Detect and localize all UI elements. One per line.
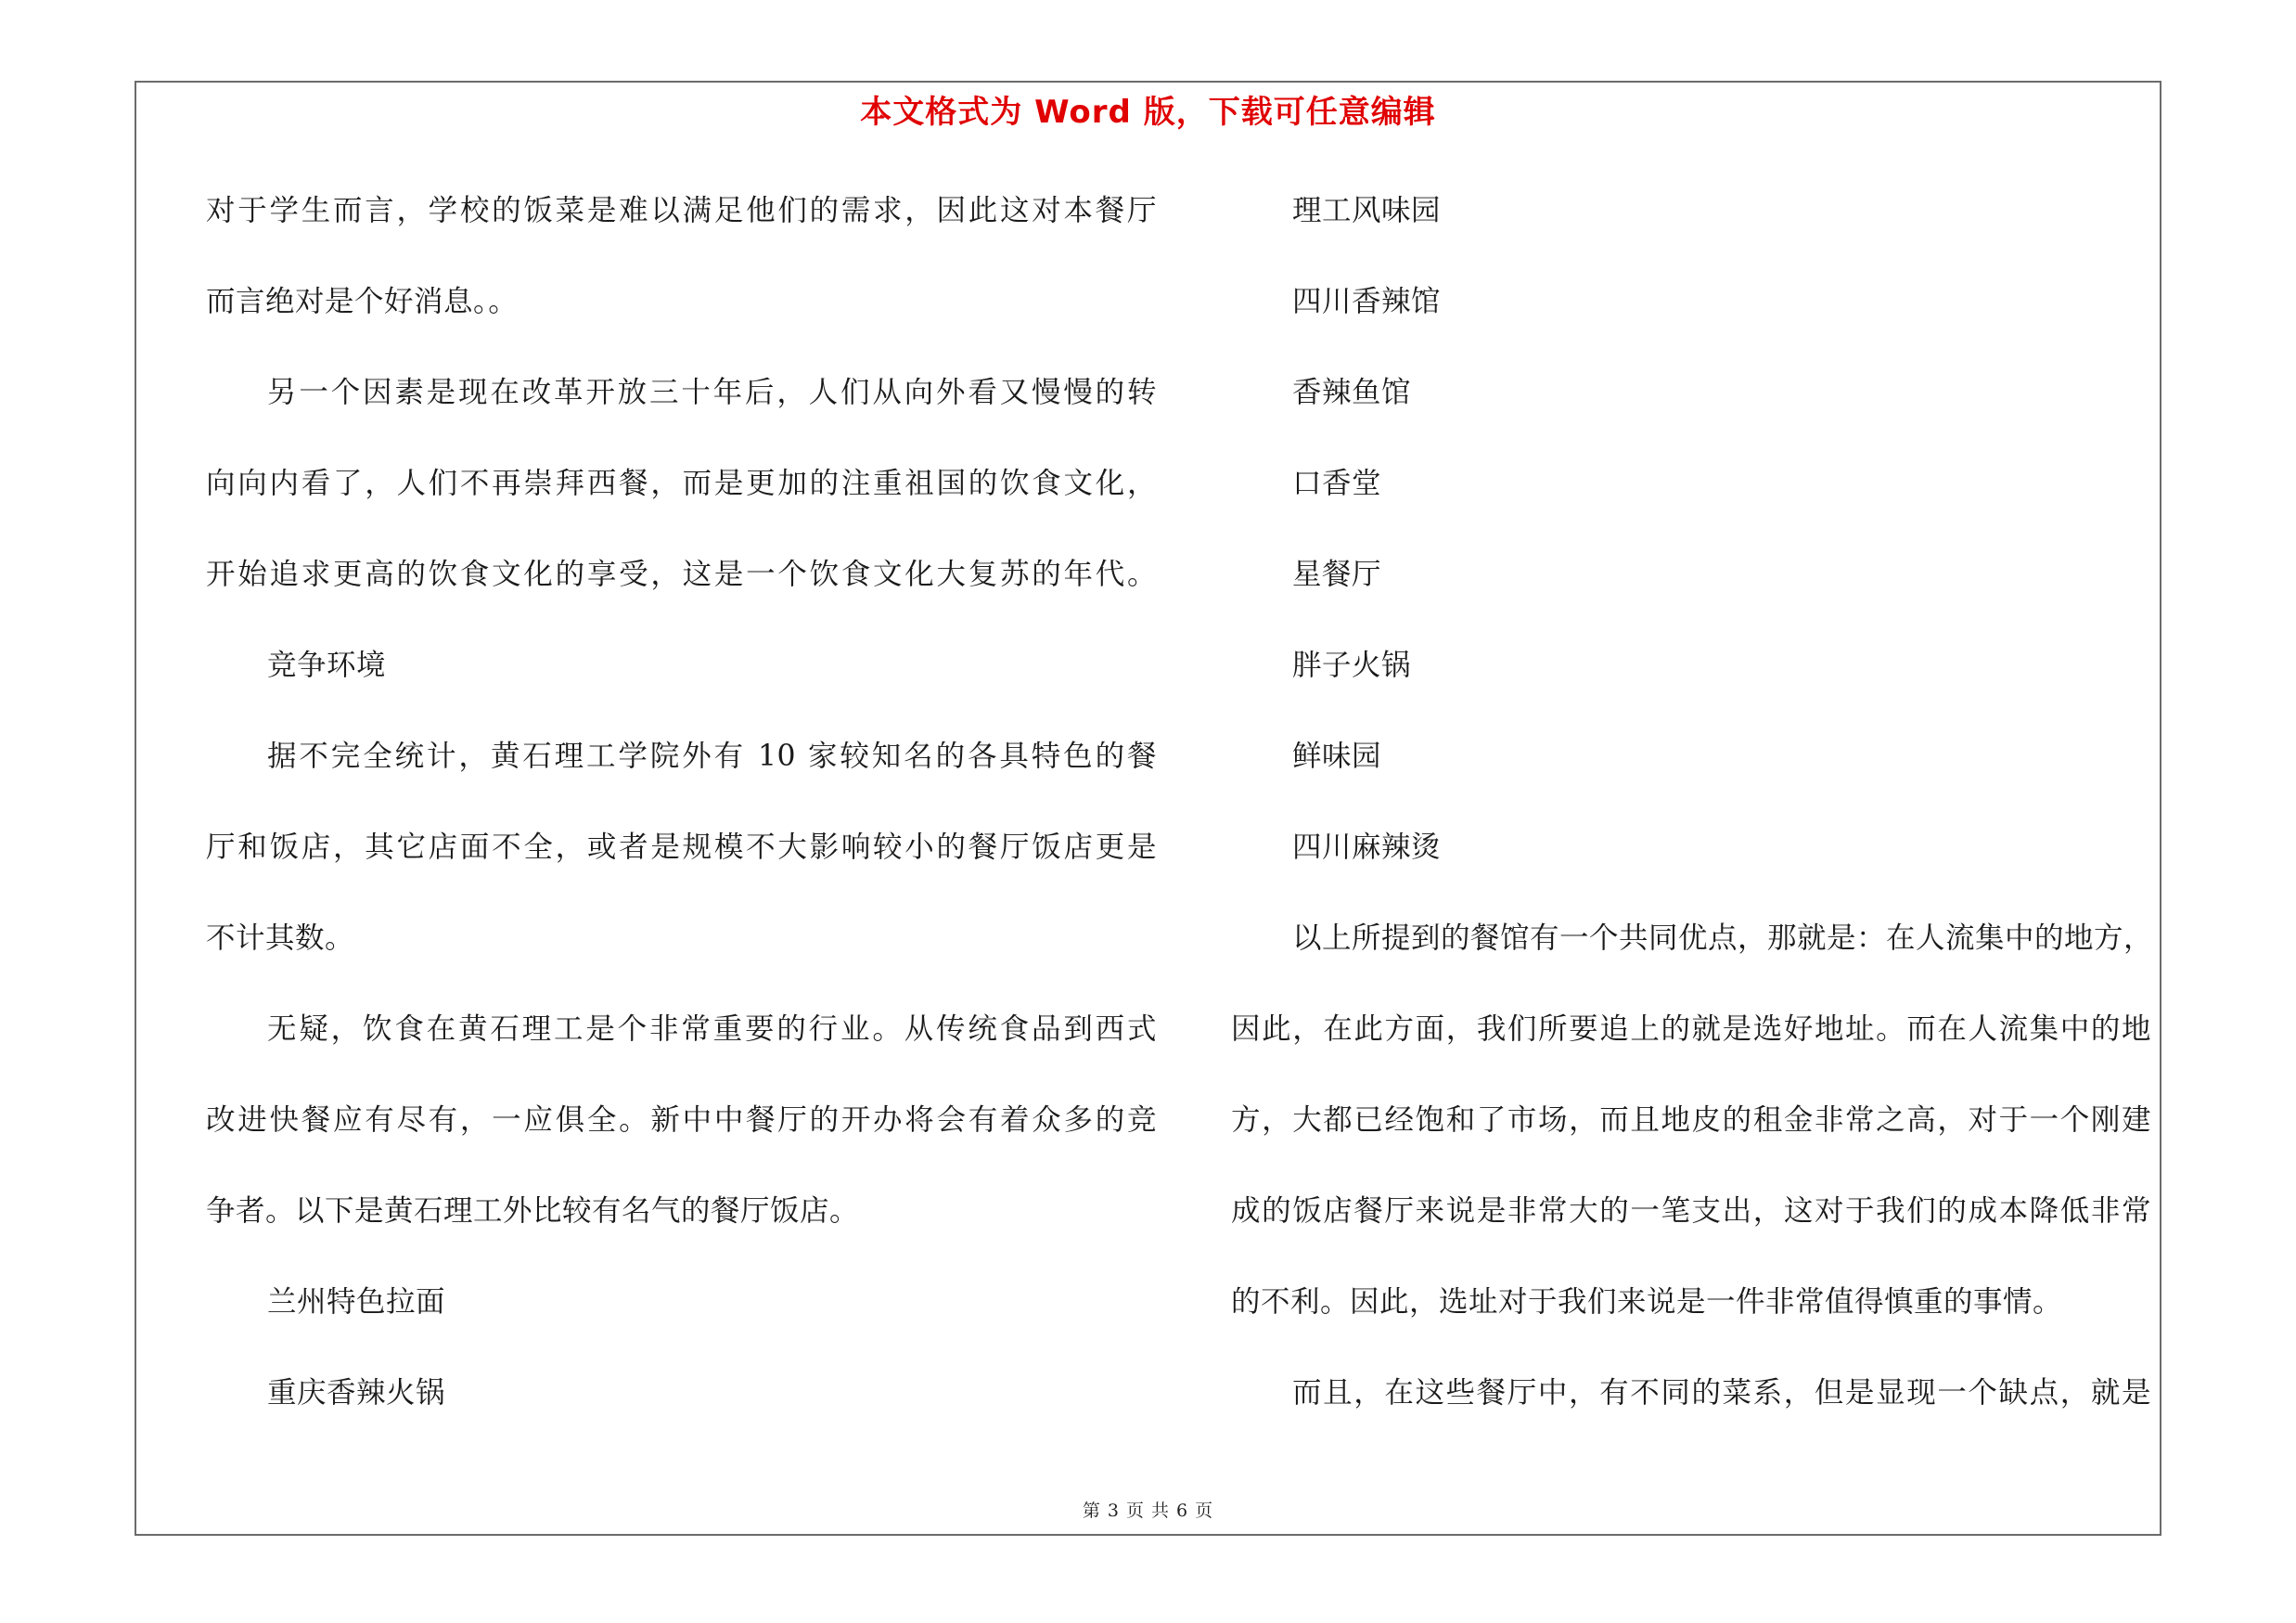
restaurant-list-item: 兰州特色拉面 (267, 1285, 446, 1319)
restaurant-list-item: 口香堂 (1292, 467, 1382, 500)
restaurant-list-item: 星餐厅 (1292, 558, 1382, 591)
body-line: 因此，在此方面，我们所要追上的就是选好地址。而在人流集中的地 (1231, 1012, 2151, 1046)
right-column (1231, 181, 2154, 1454)
body-line: 改进快餐应有尽有，一应俱全。新中中餐厅的开办将会有着众多的竞 (206, 1103, 1157, 1137)
restaurant-list-item: 重庆香辣火锅 (267, 1376, 446, 1410)
body-line: 而言绝对是个好消息。。 (206, 285, 519, 318)
body-line: 方，大都已经饱和了市场，而且地皮的租金非常之高，对于一个刚建 (1231, 1103, 2151, 1137)
paragraph-start-line: 无疑，饮食在黄石理工是个非常重要的行业。从传统食品到西式 (267, 1012, 1157, 1046)
paragraph-start-line: 据不完全统计，黄石理工学院外有 10 家较知名的各具特色的餐 (267, 740, 1157, 773)
body-line: 开始追求更高的饮食文化的享受，这是一个饮食文化大复苏的年代。 (206, 558, 1157, 591)
word-format-banner: 本文格式为 Word 版，下载可任意编辑 (860, 94, 1436, 131)
body-line: 的不利。因此，选址对于我们来说是一件非常值得慎重的事情。 (1231, 1285, 2063, 1319)
body-line: 向向内看了，人们不再崇拜西餐，而是更加的注重祖国的饮食文化， (206, 467, 1157, 500)
paragraph-start-line: 以上所提到的餐馆有一个共同优点，那就是：在人流集中的地方， (1292, 921, 2154, 955)
left-column (206, 181, 1157, 1454)
restaurant-list-item: 香辣鱼馆 (1292, 376, 1412, 409)
body-line: 不计其数。 (206, 921, 355, 955)
restaurant-list-item: 四川麻辣烫 (1292, 831, 1442, 864)
body-line: 争者。以下是黄石理工外比较有名气的餐厅饭店。 (206, 1194, 860, 1228)
paragraph-start-line: 而且，在这些餐厅中，有不同的菜系，但是显现一个缺点，就是 (1292, 1376, 2151, 1410)
body-line: 厅和饭店，其它店面不全，或者是规模不大影响较小的餐厅饭店更是 (206, 831, 1157, 864)
restaurant-list-item: 理工风味园 (1292, 194, 1442, 227)
section-heading: 竞争环境 (267, 649, 387, 682)
paragraph-start-line: 另一个因素是现在改革开放三十年后，人们从向外看又慢慢的转 (267, 376, 1157, 409)
restaurant-list-item: 四川香辣馆 (1292, 285, 1442, 318)
body-line: 对于学生而言，学校的饭菜是难以满足他们的需求，因此这对本餐厅 (206, 194, 1157, 227)
restaurant-list-item: 鲜味园 (1292, 740, 1382, 773)
restaurant-list-item: 胖子火锅 (1292, 649, 1412, 682)
body-line: 成的饭店餐厅来说是非常大的一笔支出，这对于我们的成本降低非常 (1231, 1194, 2151, 1228)
page-number-footer: 第 3 页 共 6 页 (1082, 1501, 1214, 1521)
